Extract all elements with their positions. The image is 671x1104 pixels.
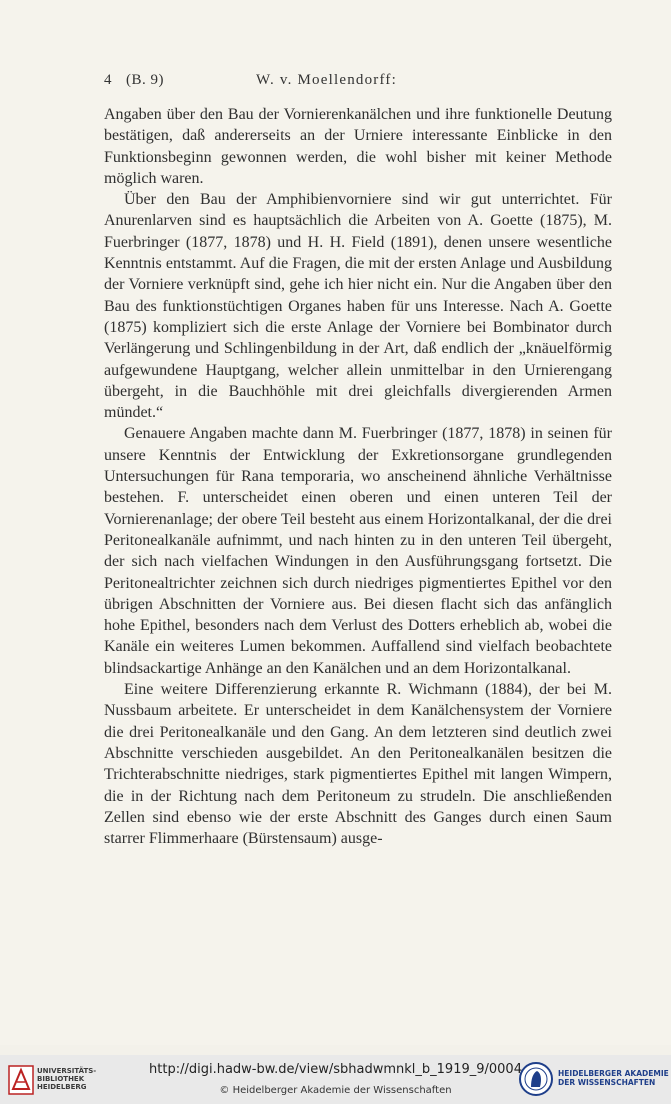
academy-name: HEIDELBERGER AKADEMIE DER WISSENSCHAFTEN	[558, 1069, 669, 1087]
permalink[interactable]: http://digi.hadw-bw.de/view/sbhadwmnkl_b_1919_9/0004	[149, 1062, 522, 1077]
academy-seal-icon[interactable]	[518, 1061, 554, 1097]
paragraph: Angaben über den Bau der Vornierenkanälchen und ihre funktionelle Deutung bestätigen, daß andererseits an der Urniere interessante Einblicke in den Funktionsbeginn gewonnen werden, die wohl bisher mit keiner Methode möglich waren.	[104, 106, 612, 187]
page-number: 4	[104, 72, 112, 88]
paragraph: Genauere Angaben machte dann M. Fuerbringer (1877, 1878) in seinen für unsere Kenntnis der Entwicklung der Exkretionsorgane grundlegenden Untersuchungen für Rana temporaria, wo anscheinend ähnliche Verhältnisse bestehen. F. unterscheidet einen oberen und einen unteren Teil der Vornierenanlage; der obere Teil besteht aus einem Horizontalkanal, der die drei Peritonealkanäle aufnimmt, und nach hinten zu in den unteren Teil übergeht, der sich nach vielfachen Windungen in den Ausführungsgang fortsetzt. Die Peritonealtrichter zeichnen sich durch niedriges pigmentiertes Epithel vor den übrigen Abschnitten der Vorniere aus. Bei diesen flacht sich das anfänglich hohe Epithel, besonders nach dem Verlust des Dotters erheblich ab, wobei die Kanäle ein weiteres Lumen bekommen. Auffallend sind vielfach beobachtete blindsackartige Anhänge an den Kanälchen und an dem Horizontalkanal.	[104, 425, 612, 677]
footer-bar	[0, 1055, 671, 1104]
section-label: (B. 9)	[126, 72, 164, 88]
author-header: W. v. Moellendorff:	[256, 72, 397, 88]
copyright-notice: © Heidelberger Akademie der Wissenschaften	[219, 1085, 452, 1096]
paragraph: Eine weitere Differenzierung erkannte R. Wichmann (1884), der bei M. Nussbaum arbeitete. Er unterscheidet in dem Kanälchensystem der Vorniere die drei Peritonealkanäle und den Gang. An dem letzteren sind deutlich zwei Abschnitte verschieden ausgebildet. An den Peritonealkanälen besitzen die Trichterabschnitte niedriges, stark pigmentiertes Epithel mit langen Wimpern, die in der Richtung nach dem Peritoneum zu strudeln. Die anschließenden Zellen sind ebenso wie der erste Abschnitt des Ganges durch einen Saum starrer Flimmerhaare (Bürstensaum) ausge-	[104, 681, 612, 848]
paragraph: Über den Bau der Amphibienvorniere sind wir gut unterrichtet. Für Anurenlarven sind es hauptsächlich die Arbeiten von A. Goette (1875), M. Fuerbringer (1877, 1878) und H. H. Field (1891), denen unsere wesentliche Kenntnis entstammt. Auf die Fragen, die mit der ersten Anlage und Ausbildung der Vorniere verknüpft sind, gehe ich hier nicht ein. Nur die Angaben über den Bau des funktionstüchtigen Organes haben für uns Interesse. Nach A. Goette (1875) kompliziert sich die erste Anlage der Vorniere bei Bombinator durch Verlängerung und Schlingenbildung in der Art, daß endlich der „knäuelförmig aufgewundene Hauptgang, welcher allein unmittelbar in den Urnierengang übergeht, in die Bauchhöhle mit drei gleichfalls divergierenden Armen mündet.“	[104, 191, 612, 422]
body-text	[104, 104, 612, 849]
university-library-name: UNIVERSITÄTS- BIBLIOTHEK HEIDELBERG	[37, 1067, 97, 1091]
